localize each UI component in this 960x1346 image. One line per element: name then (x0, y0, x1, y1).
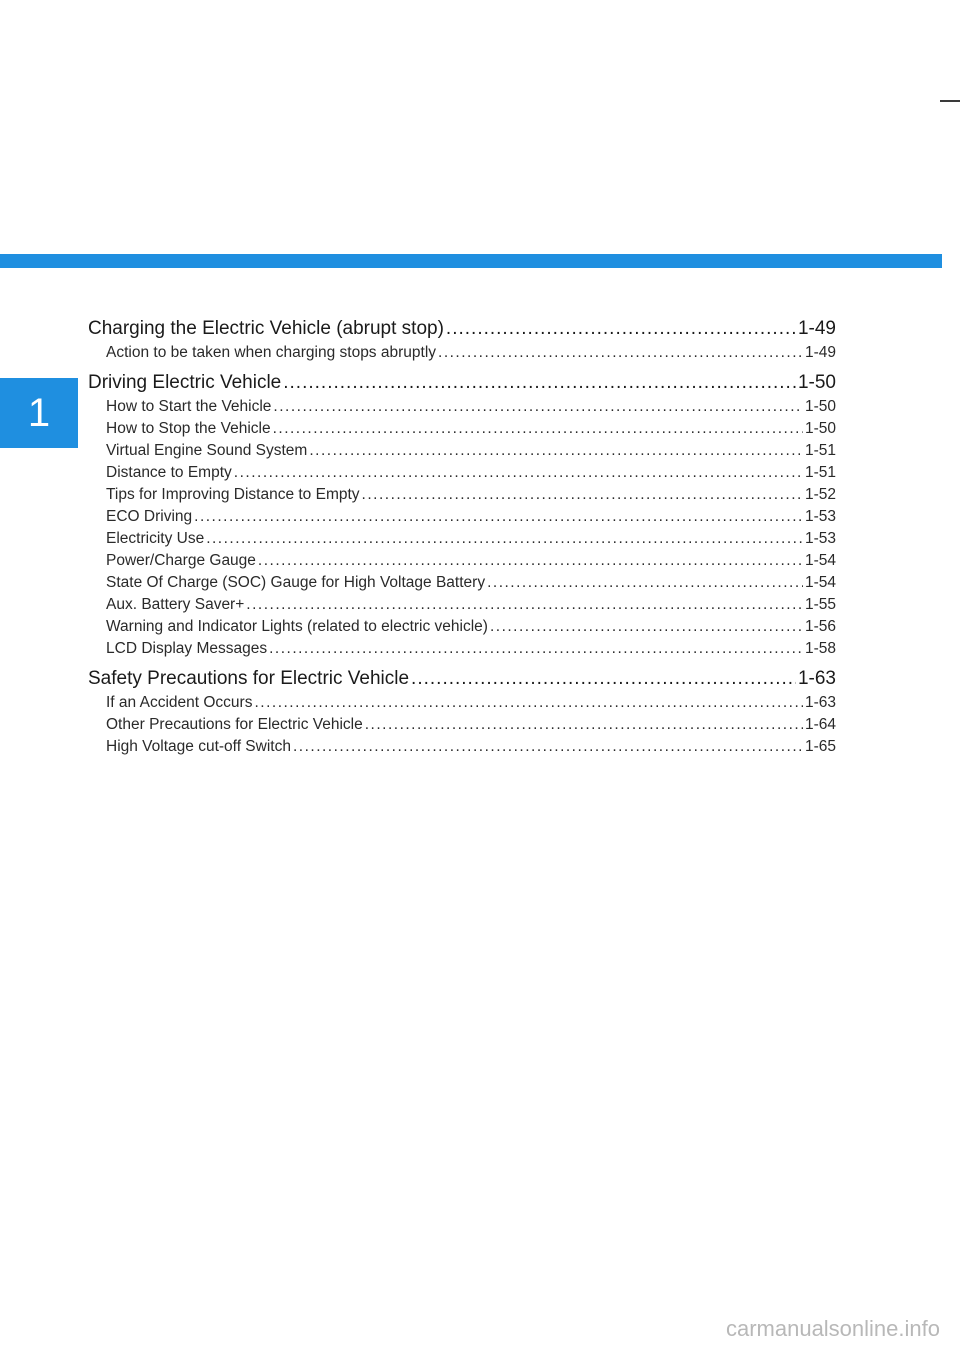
toc-entry-title: Safety Precautions for Electric Vehicle (88, 668, 410, 689)
toc-subentry[interactable] (88, 440, 836, 462)
toc-subentry-title: Other Precautions for Electric Vehicle (106, 716, 363, 733)
toc-subentry-page: 1-50 (804, 398, 836, 415)
leader-dots (283, 370, 796, 396)
toc-entry-page: 1-63 (797, 668, 836, 689)
toc-subentry-title: Virtual Engine Sound System (106, 442, 308, 459)
leader-dots (254, 692, 803, 714)
toc-subentry[interactable] (88, 396, 836, 418)
toc-subentry-title: Aux. Battery Saver+ (106, 596, 245, 613)
toc-subentry-title: How to Stop the Vehicle (106, 420, 271, 437)
leader-dots (206, 528, 803, 550)
toc-subentry-title: ECO Driving (106, 508, 193, 525)
toc-subentry[interactable] (88, 484, 836, 506)
toc-subentry-title: Distance to Empty (106, 464, 232, 481)
toc-subentry-title: Electricity Use (106, 530, 205, 547)
leader-dots (438, 342, 803, 364)
leader-dots (487, 572, 803, 594)
toc-subentry-title: Tips for Improving Distance to Empty (106, 486, 360, 503)
toc-entry-title: Driving Electric Vehicle (88, 372, 282, 393)
toc-subentry-page: 1-63 (804, 694, 836, 711)
toc-subentry-page: 1-51 (804, 464, 836, 481)
toc-subentry-title: Power/Charge Gauge (106, 552, 256, 569)
toc-subentry-page: 1-49 (804, 344, 836, 361)
toc-subentry[interactable] (88, 418, 836, 440)
leader-dots (273, 396, 803, 418)
toc-subentry-page: 1-53 (804, 530, 836, 547)
leader-dots (362, 484, 803, 506)
leader-dots (365, 714, 803, 736)
toc-subentry[interactable] (88, 550, 836, 572)
toc-entry-page: 1-49 (797, 318, 836, 339)
toc-subentry[interactable] (88, 692, 836, 714)
toc-subentry-page: 1-64 (804, 716, 836, 733)
toc-subentry-title: State Of Charge (SOC) Gauge for High Voltage Battery (106, 574, 486, 591)
toc-entry-title: Charging the Electric Vehicle (abrupt stop) (88, 318, 444, 339)
leader-dots (273, 418, 803, 440)
toc-subentry[interactable] (88, 714, 836, 736)
leader-dots (269, 638, 803, 660)
toc-subentry[interactable] (88, 528, 836, 550)
toc-subentry-page: 1-50 (804, 420, 836, 437)
toc-subentry[interactable] (88, 594, 836, 616)
corner-mark (940, 100, 960, 102)
toc-subentry[interactable] (88, 506, 836, 528)
toc-subentry[interactable] (88, 342, 836, 364)
chapter-tab (0, 378, 78, 448)
toc-entry[interactable] (88, 316, 836, 342)
header-band (0, 254, 942, 268)
toc-subentry-page: 1-55 (804, 596, 836, 613)
toc-subentry-page: 1-54 (804, 552, 836, 569)
toc-subentry-page: 1-52 (804, 486, 836, 503)
toc-entry-page: 1-50 (797, 372, 836, 393)
toc-subentry-page: 1-56 (804, 618, 836, 635)
leader-dots (309, 440, 803, 462)
leader-dots (246, 594, 803, 616)
leader-dots (411, 666, 796, 692)
toc-subentry-page: 1-65 (804, 738, 836, 755)
leader-dots (234, 462, 803, 484)
toc-subentry-title: LCD Display Messages (106, 640, 268, 657)
toc-entry[interactable] (88, 370, 836, 396)
leader-dots (293, 736, 803, 758)
toc-subentry[interactable] (88, 638, 836, 660)
toc-subentry-page: 1-54 (804, 574, 836, 591)
toc-subentry[interactable] (88, 616, 836, 638)
leader-dots (490, 616, 803, 638)
watermark: carmanualsonline.info (725, 1316, 940, 1341)
toc-subentry-title: High Voltage cut-off Switch (106, 738, 291, 755)
toc-subentry-title: Action to be taken when charging stops abruptly (106, 344, 437, 361)
toc-subentry[interactable] (88, 736, 836, 758)
toc-subentry-page: 1-53 (804, 508, 836, 525)
toc-subentry-title: If an Accident Occurs (106, 694, 253, 711)
toc-subentry-title: Warning and Indicator Lights (related to electric vehicle) (106, 618, 488, 635)
toc-section (88, 370, 836, 660)
toc-subentry[interactable] (88, 572, 836, 594)
toc-subentry[interactable] (88, 462, 836, 484)
toc-subentry-page: 1-51 (804, 442, 836, 459)
toc-entry[interactable] (88, 666, 836, 692)
chapter-number: 1 (27, 390, 51, 435)
toc-subentry-title: How to Start the Vehicle (106, 398, 272, 415)
leader-dots (194, 506, 803, 528)
leader-dots (446, 316, 796, 342)
leader-dots (258, 550, 803, 572)
toc-section (88, 316, 836, 364)
toc-subentry-page: 1-58 (804, 640, 836, 657)
toc-section (88, 666, 836, 758)
table-of-contents (88, 316, 836, 764)
